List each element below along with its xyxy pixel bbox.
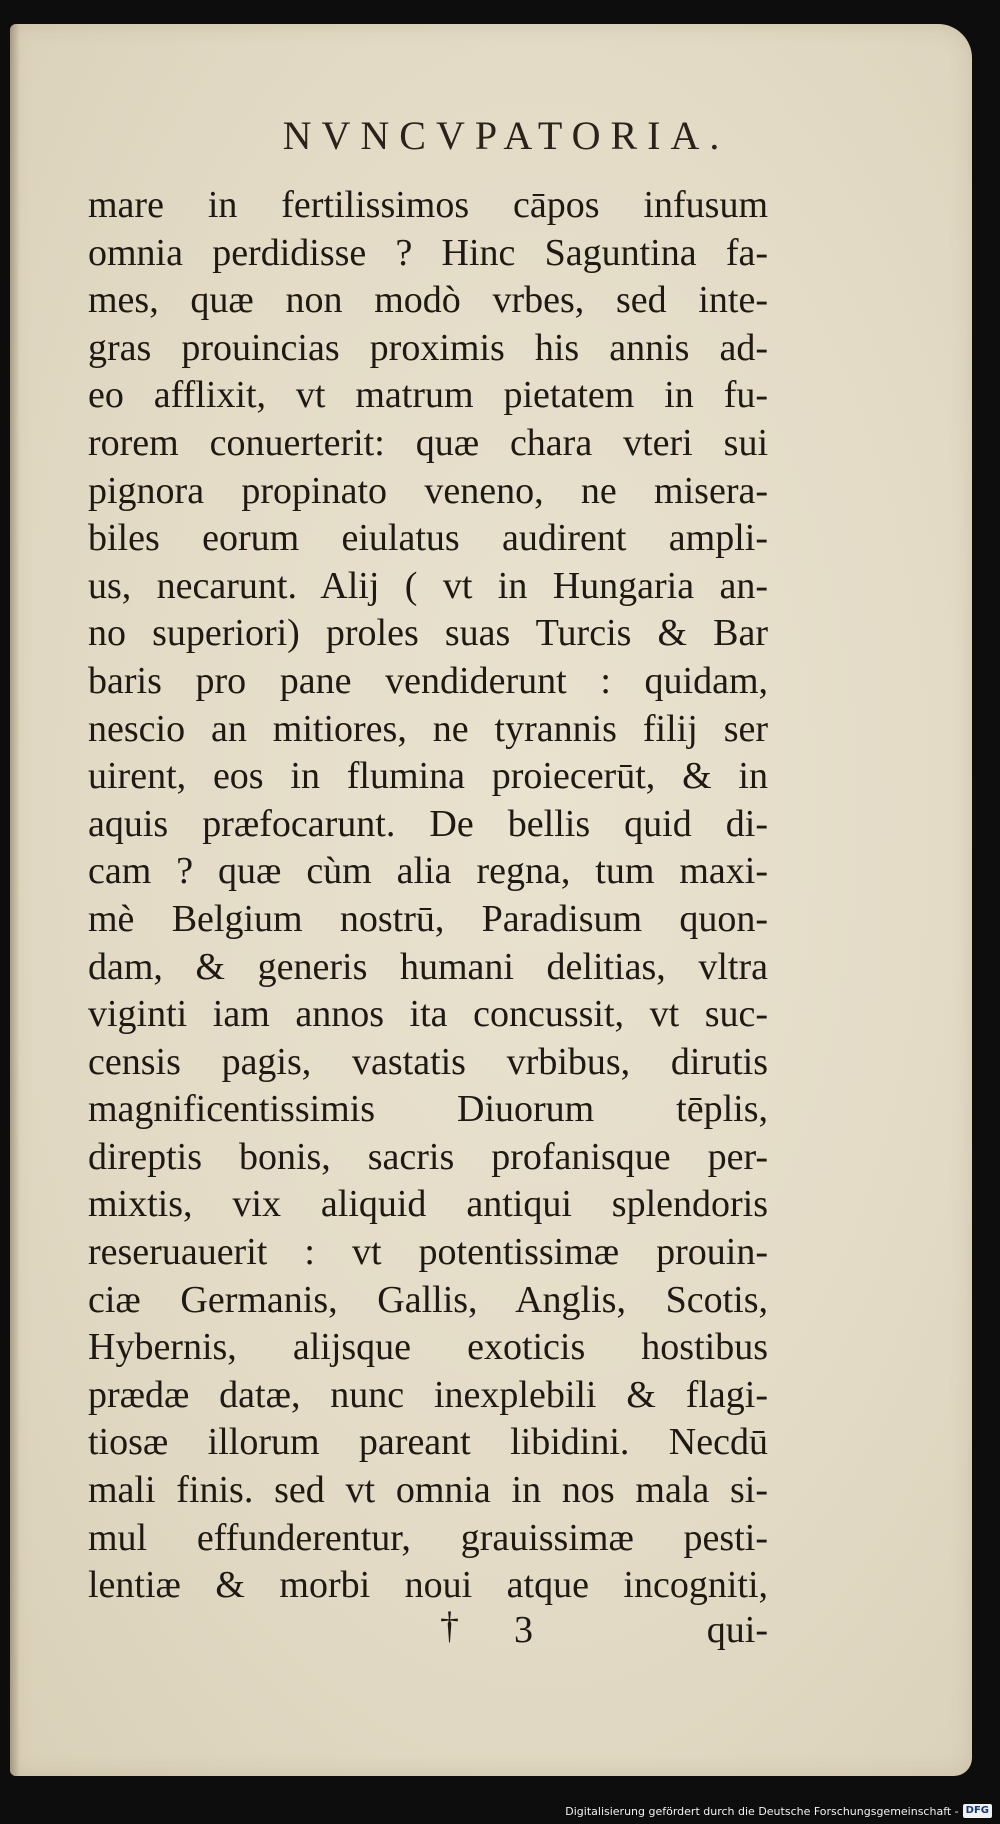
text-line: reseruauerit : vt potentissimæ prouin- [88,1231,768,1274]
text-line: mes, quæ non modò vrbes, sed inte- [88,279,768,322]
body-text [88,182,768,1610]
text-line: mixtis, vix aliquid antiqui splendoris [88,1183,768,1226]
text-line: viginti iam annos ita concussit, vt suc- [88,993,768,1036]
text-line: no superiori) proles suas Turcis & Bar [88,612,768,655]
text-line: aquis præfocarunt. De bellis quid di- [88,802,768,845]
text-line: gras prouincias proximis his annis ad- [88,326,768,369]
text-line: mali finis. sed vt omnia in nos mala si- [88,1469,768,1512]
text-line: prædæ datæ, nunc inexplebili & flagi- [88,1373,768,1416]
running-head: NVNCVPATORIA. [282,113,730,158]
text-line: cam ? quæ cùm alia regna, tum maxi- [88,850,768,893]
text-line: ciæ Germanis, Gallis, Anglis, Scotis, [88,1278,768,1321]
credit-text: Digitalisierung gefördert durch die Deutsche Forschungsgemeinschaft - [565,1804,959,1818]
text-line: biles eorum eiulatus audirent ampli- [88,517,768,560]
digitization-credit [565,1802,992,1820]
text-line: nescio an mitiores, ne tyrannis filij ser [88,707,768,750]
page-footer [88,1604,768,1654]
text-line: omnia perdidisse ? Hinc Saguntina fa- [88,231,768,274]
text-line: direptis bonis, sacris profanisque per- [88,1135,768,1178]
catchword: qui- [706,1609,768,1651]
signature-mark: † [440,1605,459,1647]
text-line: uirent, eos in flumina proiecerūt, & in [88,755,768,798]
text-line: eo afflixit, vt matrum pietatem in fu- [88,374,768,417]
text-line: us, necarunt. Alij ( vt in Hungaria an- [88,564,768,607]
book-page [10,24,972,1776]
text-line: Hybernis, alijsque exoticis hostibus [88,1326,768,1369]
text-line: censis pagis, vastatis vrbibus, dirutis [88,1040,768,1083]
text-line: mul effunderentur, grauissimæ pesti- [88,1516,768,1559]
text-line: pignora propinato veneno, ne misera- [88,469,768,512]
text-line: tiosæ illorum pareant libidini. Necdū [88,1421,768,1464]
text-line: rorem conuerterit: quæ chara vteri sui [88,421,768,464]
text-line: lentiæ & morbi noui atque incogniti, [88,1564,768,1607]
text-line: mare in fertilissimos cāpos infusum [88,184,768,226]
text-line: baris pro pane vendiderunt : quidam, [88,659,768,702]
text-line: magnificentissimis Diuorum tēplis, [88,1088,768,1131]
page-number: 3 [514,1609,533,1651]
dfg-logo: DFG [963,1804,992,1818]
text-line: mè Belgium nostrū, Paradisum quon- [88,897,768,940]
text-line: dam, & generis humani delitias, vltra [88,945,768,988]
